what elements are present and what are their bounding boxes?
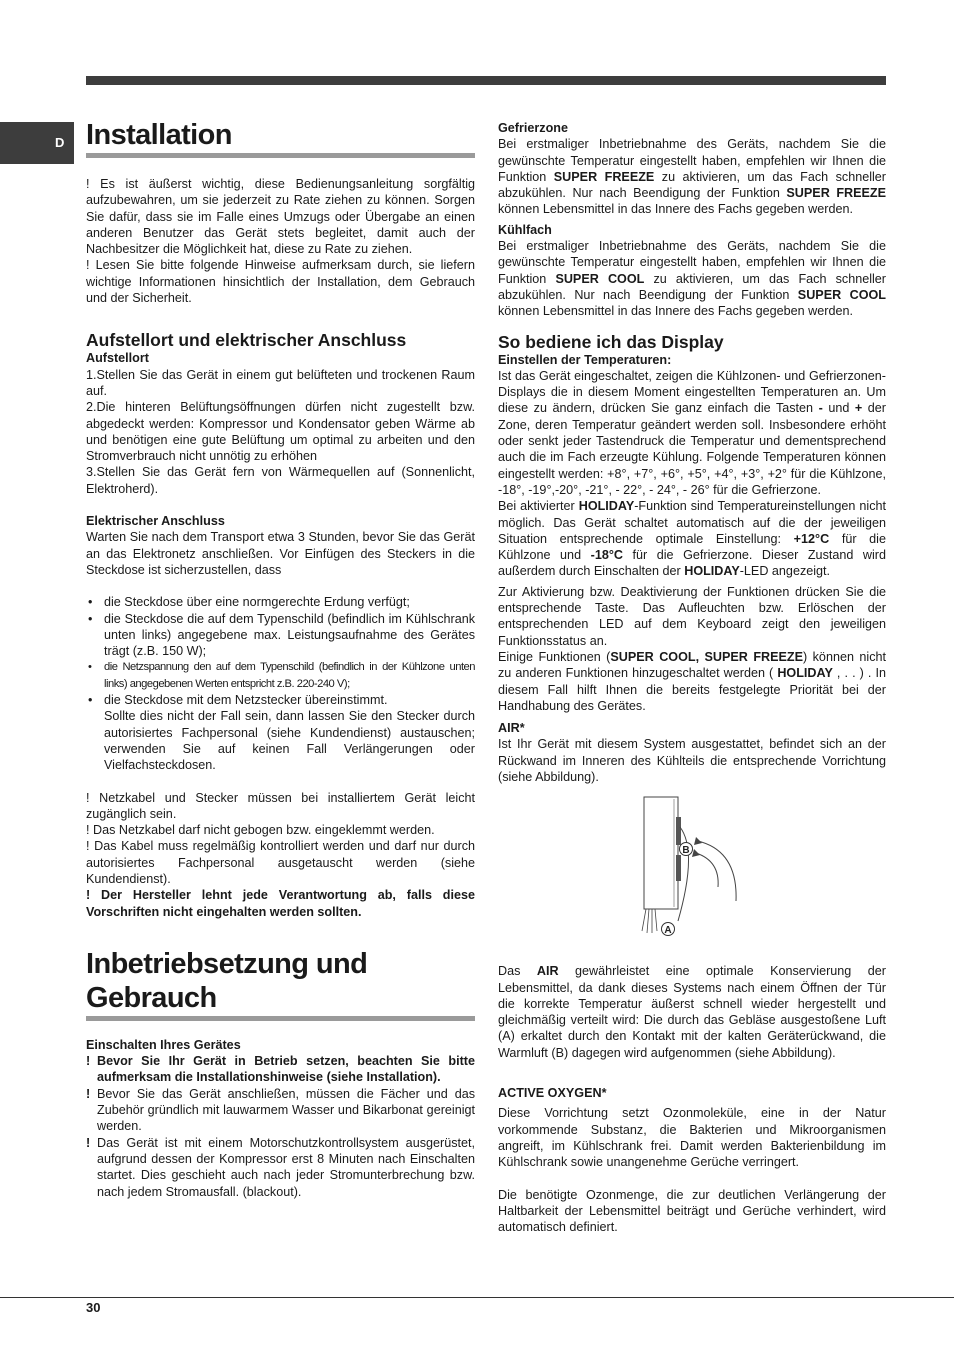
aufstellort-step-1: 1.Stellen Sie das Gerät in einem gut belüfteten und trockenen Raum auf. [86,367,475,398]
bullet-continuation: Sollte dies nicht der Fall sein, dann lassen Sie den Stecker durch autorisiertes Fachpersonal (siehe Kundendienst) austauschen; verwenden Sie auf keinen Fall Verlängerungen oder Vielfachsteckdosen. [104,709,475,773]
oxygen-paragraph-1: Diese Vorrichtung setzt Ozonmoleküle, eine in der Natur vorkommende Substanz, die Bakterien und Mikroorganismen angreift, im Kühlschrank frei. Damit werden Bakterienbildung im Kühlschrank sowie unangenehme Gerüche verringert. [498,1106,886,1170]
installation-heading: Installation [86,119,232,151]
list-item: • die Steckdose über eine normgerechte Erdung verfügt; [86,594,475,610]
left-column [86,118,475,1200]
air-explanation-paragraph: Das AIR gewährleistet eine optimale Konservierung der Lebensmittel, da dank dieses Systems nach einem Öffnen der Tür die korrekte Temperatur äußerst schnell wieder hergestellt und gleichmäßig verteilt wird: Die durch das Gebläse ausgestoßene Luft (A) erkaltet durch den Kontakt mit der kalten Geräterückwand, die Warmluft (B) dagegen wird aufgenommen (siehe Abbildung). [498,964,886,1060]
item-text: Bevor Sie das Gerät anschließen, müssen die Fächer und das Zubehör gründlich mit lauwarmem Wasser und Bikarbonat gereinigt werden. [97,1086,475,1134]
kuehlfach-subheading: Kühlfach [498,222,552,237]
top-bar [86,76,886,85]
air-subheading: AIR* [498,721,525,736]
aufstellort-step-3: 3.Stellen Sie das Gerät fern von Wärmequellen auf (Sonnenlicht, Elektroherd). [86,465,475,496]
air-figure [498,785,886,955]
exclamation-mark: ! [86,1054,91,1069]
inbetrieb-heading-line-2: Gebrauch [86,981,217,1014]
list-item: • die Netzspannung den auf dem Typenschild (befindlich in der Kühlzone unten links) angegebenen Werten entspricht z.B. 220-240 V); [86,659,475,692]
list-item: • die Steckdose mit dem Netzstecker übereinstimmt. [86,692,475,708]
note-3: ! Das Kabel muss regelmäßig kontrolliert werden und darf nur durch autorisiertes Fachpersonal ausgetauscht werden (siehe Kundendienst). [86,839,475,886]
intro-paragraph-1: ! Es ist äußerst wichtig, diese Bedienungsanleitung sorgfältig aufzubewahren, um sie jederzeit zu Rate ziehen zu können. Sorgen Sie dafür, dass sie im Falle eines Umzugs oder Übergabe an einen anderen Benutzer das Gerät stets begleitet, damit auch der Nachbesitzer die Möglichkeit hat, diese zu Rate zu ziehen. [86,177,475,257]
active-oxygen-subheading: ACTIVE OXYGEN* [498,1086,607,1101]
language-tab: D [0,122,74,164]
kuehlfach-paragraph: Bei erstmaliger Inbetriebnahme des Geräts, nachdem Sie die gewünschte Temperatur eingestellt haben, empfehlen wir Ihnen die Funktion SUPER COOL zu aktivieren, um das Fach schneller abzukühlen. Nur nach Beendigung der Funktion SUPER COOL können Lebensmittel in das Innere des Fachs gegeben werden. [498,239,886,319]
aktivierung-paragraph: Zur Aktivierung bzw. Deaktivierung der Funktionen drücken Sie die entsprechende Taste. Das Aufleuchten bzw. Erlöschen der entsprechenden LED auf dem Keyboard zeigt den jeweiligen Funktionsstatus an. [498,584,886,648]
heading-rule [86,1016,475,1021]
page-number: 30 [86,1300,101,1315]
exclamation-mark: ! [86,1086,91,1101]
heading-rule [86,153,475,158]
exclamation-mark: ! [86,1135,91,1150]
einschalten-item-1 [86,1053,475,1086]
list-item: • die Steckdose die auf dem Typenschild (befindlich im Kühlschrank unten links) angegebene max. Leistungsaufnahme des Gerätes trägt (z.B. 150 W); [86,611,475,660]
item-text: Bevor Sie Ihr Gerät in Betrieb setzen, beachten Sie bitte aufmerksam die Installationshinweise (siehe Installation). [97,1054,475,1085]
aufstellort-section-heading: Aufstellort und elektrischer Anschluss [86,330,407,351]
air-paragraph: Ist Ihr Gerät mit diesem System ausgestattet, befindet sich an der Rückwand im Inneren des Kühlteils die entsprechende Vorrichtung (siehe Abbildung). [498,737,886,784]
gefrierzone-subheading: Gefrierzone [498,121,568,135]
right-column [498,120,886,1235]
temperature-paragraph: Ist das Gerät eingeschaltet, zeigen die Kühlzonen- und Gefrierzonen-Displays die in diesem Moment eingestellten Temperaturen an. Um diese zu ändern, drücken Sie ganz einfach die Tasten - und + der Zone, deren Temperatur geändert werden soll. Insbesondere erhöht oder senkt jeder Tastendruck die Temperatur und dementsprechend auch die im Fach erzeugte Kühlung. Folgende Temperaturen können eingestellt werden: +8°, +7°, +6°, +5°, +4°, +3°, +2° für die Kühlzone, -18°, -19°,-20°, -21°, - 22°, - 24°, - 26° für die Gefrierzone. [498,368,886,497]
footer-rule [0,1297,954,1298]
anschluss-bullet-list [86,594,475,708]
note-4: ! Der Hersteller lehnt jede Verantwortung ab, falls diese Vorschriften nicht eingehalten werden sollten. [86,888,475,919]
label-b: B [682,845,690,857]
aufstellort-step-2: 2.Die hinteren Belüftungsöffnungen dürfen nicht zugestellt bzw. abgedeckt werden: Kompressor und Kondensator geben Wärme ab und benötigen eine gute Belüftung um optimal zu arbeiten und den Stromverbrauch nicht unnötig zu erhöhen [86,400,475,464]
einige-funktionen-paragraph: Einige Funktionen (SUPER COOL, SUPER FREEZE) können nicht zu anderen Funktionen hinzugeschaltet werden ( HOLIDAY , . . ) . In diesem Fall hilft Ihnen die bereits festgelegte Priorität bei der Handhabung des Gerätes. [498,649,887,713]
gefrierzone-paragraph: Bei erstmaliger Inbetriebnahme des Geräts, nachdem Sie die gewünschte Temperatur eingestellt haben, empfehlen wir Ihnen die Funktion SUPER FREEZE zu aktivieren, um das Fach schneller abzukühlen. Nur nach Beendigung der Funktion SUPER FREEZE können Lebensmittel in das Innere des Fachs gegeben werden. [498,137,887,217]
note-2: ! Das Netzkabel darf nicht gebogen bzw. eingeklemmt werden. [86,823,435,838]
intro-paragraph-2: ! Lesen Sie bitte folgende Hinweise aufmerksam durch, sie liefern wichtige Informationen hinsichtlich der Installation, dem Gebrauch und der Sicherheit. [86,258,475,306]
holiday-paragraph: Bei aktivierter HOLIDAY-Funktion sind Temperatureinstellungen nicht möglich. Das Gerät schaltet automatisch auf die der jeweiligen Situation entsprechende optimale Einstellung: +12°C für die Kühlzone und -18°C für die Gefrierzone. Dieser Zustand wird außerdem durch Einschalten der HOLIDAY-LED angezeigt. [498,499,887,579]
elektrisch-text: Warten Sie nach dem Transport etwa 3 Stunden, bevor Sie das Gerät an das Elektronetz anschließen. Vor Einfügen des Steckers in die Steckdose ist sicherzustellen, dass [86,530,475,577]
einschalten-subheading: Einschalten Ihres Gerätes [86,1037,241,1052]
einschalten-item-3 [86,1135,475,1200]
einschalten-item-2 [86,1086,475,1135]
inbetrieb-heading-line-1: Inbetriebsetzung und [86,947,368,980]
fridge-airflow-diagram [638,791,748,951]
elektrisch-subheading: Elektrischer Anschluss [86,514,225,529]
note-1: ! Netzkabel und Stecker müssen bei installiertem Gerät leicht zugänglich sein. [86,790,475,821]
temperature-subheading: Einstellen der Temperaturen: [498,352,672,367]
display-section-heading: So bediene ich das Display [498,331,724,352]
aufstellort-subheading: Aufstellort [86,351,149,366]
item-text: Das Gerät ist mit einem Motorschutzkontrollsystem ausgerüstet, aufgrund dessen der Kompressor erst 8 Minuten nach Einschalten startet. Dies geschieht auch nach jeder Stromunterbrechung bzw. nach jedem Stromausfall. (blackout). [97,1135,475,1199]
oxygen-paragraph-2: Die benötigte Ozonmenge, die zur deutlichen Verlängerung der Haltbarkeit der Lebensmittel beiträgt und Gerüche verhindert, wird automatisch definiert. [498,1187,886,1235]
label-a: A [664,925,672,937]
